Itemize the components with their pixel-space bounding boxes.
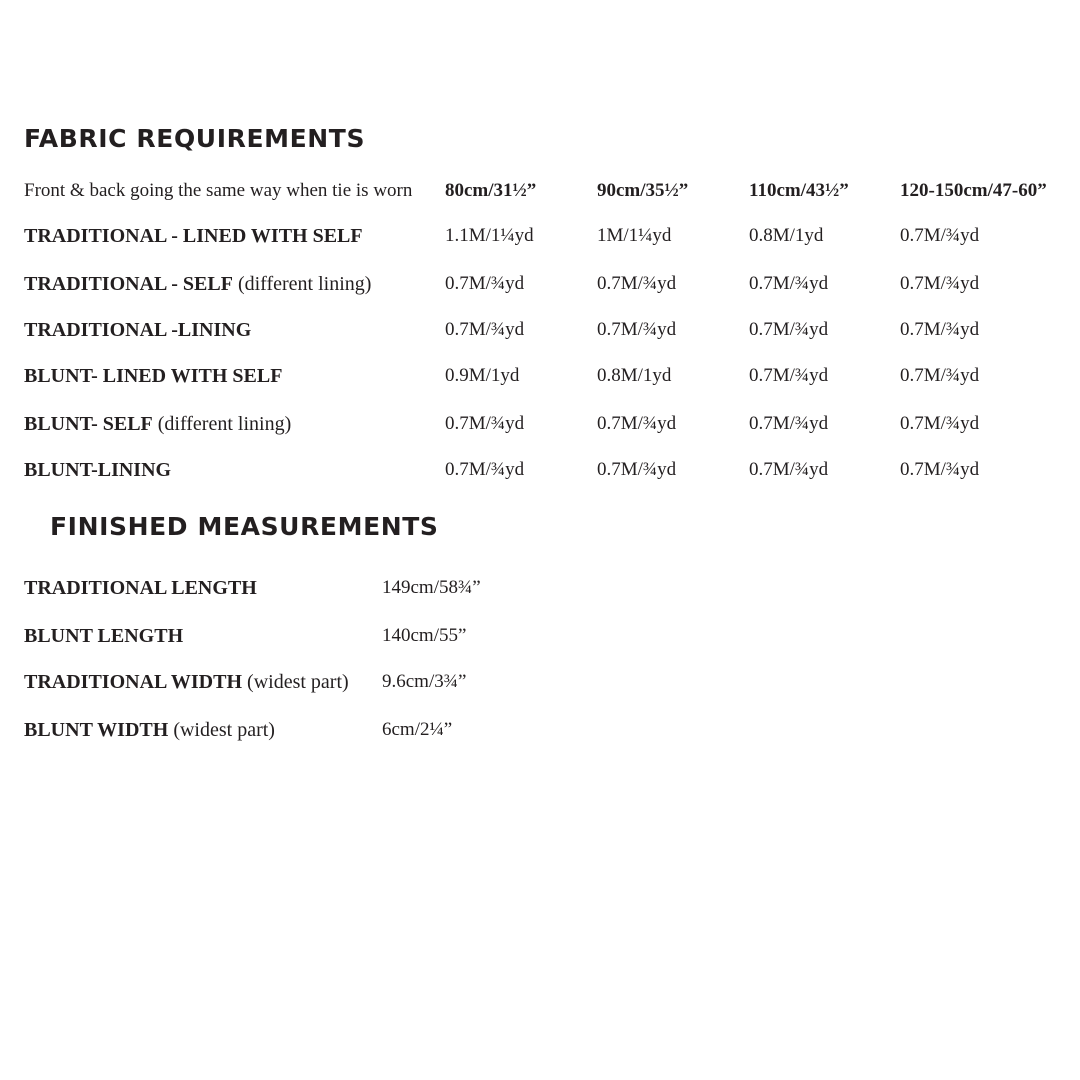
fabric-cell: 0.7M/¾yd <box>749 413 829 434</box>
fabric-cell: 0.7M/¾yd <box>749 365 829 386</box>
column-header-80cm: 80cm/31½” <box>445 180 537 201</box>
fabric-row-note: (different lining) <box>152 413 292 435</box>
measurement-value: 140cm/55” <box>382 625 467 646</box>
measurement-row <box>0 625 1080 651</box>
fabric-cell: 0.7M/¾yd <box>900 413 980 434</box>
fabric-cell: 0.7M/¾yd <box>900 225 980 246</box>
fabric-cell: 0.7M/¾yd <box>749 459 829 480</box>
measurement-label <box>24 719 275 742</box>
measurement-row <box>0 671 1080 697</box>
finished-measurements-heading: FINISHED MEASUREMENTS <box>50 512 439 541</box>
measurement-row <box>0 577 1080 603</box>
fabric-row-note: (different lining) <box>232 273 372 295</box>
fabric-row-name: BLUNT- SELF <box>24 413 153 435</box>
fabric-cell: 0.7M/¾yd <box>445 319 525 340</box>
fabric-cell: 0.7M/¾yd <box>900 459 980 480</box>
measurement-value: 6cm/2¼” <box>382 719 453 740</box>
fabric-row <box>0 273 1080 299</box>
column-header-120-150cm: 120-150cm/47-60” <box>900 180 1047 201</box>
fabric-row-label <box>24 459 171 482</box>
fabric-cell: 0.7M/¾yd <box>597 459 677 480</box>
fabric-cell: 0.7M/¾yd <box>445 273 525 294</box>
fabric-cell: 0.8M/1yd <box>749 225 824 246</box>
fabric-cell: 0.7M/¾yd <box>445 459 525 480</box>
fabric-intro-text: Front & back going the same way when tie is worn <box>24 180 413 201</box>
fabric-cell: 0.7M/¾yd <box>749 319 829 340</box>
fabric-row <box>0 319 1080 345</box>
column-header-110cm: 110cm/43½” <box>749 180 849 201</box>
fabric-row <box>0 225 1080 251</box>
fabric-row-name: BLUNT- LINED WITH SELF <box>24 365 283 387</box>
fabric-row-name: TRADITIONAL -LINING <box>24 319 252 341</box>
measurement-value: 149cm/58¾” <box>382 577 481 598</box>
fabric-row-name: TRADITIONAL - LINED WITH SELF <box>24 225 363 247</box>
fabric-row-label <box>24 273 371 296</box>
fabric-cell: 0.7M/¾yd <box>445 413 525 434</box>
measurement-name: BLUNT LENGTH <box>24 625 184 647</box>
fabric-cell: 1.1M/1¼yd <box>445 225 534 246</box>
measurement-note: (widest part) <box>242 671 349 693</box>
fabric-cell: 0.7M/¾yd <box>597 413 677 434</box>
column-header-90cm: 90cm/35½” <box>597 180 689 201</box>
fabric-row <box>0 459 1080 485</box>
fabric-cell: 0.7M/¾yd <box>900 273 980 294</box>
measurement-name: TRADITIONAL LENGTH <box>24 577 257 599</box>
fabric-cell: 1M/1¼yd <box>597 225 672 246</box>
measurement-row <box>0 719 1080 745</box>
fabric-row-label <box>24 225 363 248</box>
measurement-label <box>24 625 183 648</box>
fabric-cell: 0.8M/1yd <box>597 365 672 386</box>
fabric-cell: 0.7M/¾yd <box>597 319 677 340</box>
fabric-row-label <box>24 365 282 388</box>
measurement-value: 9.6cm/3¾” <box>382 671 467 692</box>
measurement-name: BLUNT WIDTH <box>24 719 169 741</box>
measurement-note: (widest part) <box>168 719 275 741</box>
fabric-row-name: BLUNT-LINING <box>24 459 172 481</box>
measurement-label <box>24 671 349 694</box>
fabric-requirements-heading: FABRIC REQUIREMENTS <box>24 124 366 153</box>
measurement-label <box>24 577 257 600</box>
fabric-cell: 0.9M/1yd <box>445 365 520 386</box>
measurement-name: TRADITIONAL WIDTH <box>24 671 243 693</box>
fabric-cell: 0.7M/¾yd <box>900 365 980 386</box>
fabric-cell: 0.7M/¾yd <box>749 273 829 294</box>
fabric-row-label <box>24 413 291 436</box>
fabric-row <box>0 413 1080 439</box>
fabric-cell: 0.7M/¾yd <box>597 273 677 294</box>
fabric-row <box>0 365 1080 391</box>
fabric-row-label <box>24 319 251 342</box>
fabric-row-name: TRADITIONAL - SELF <box>24 273 233 295</box>
fabric-cell: 0.7M/¾yd <box>900 319 980 340</box>
